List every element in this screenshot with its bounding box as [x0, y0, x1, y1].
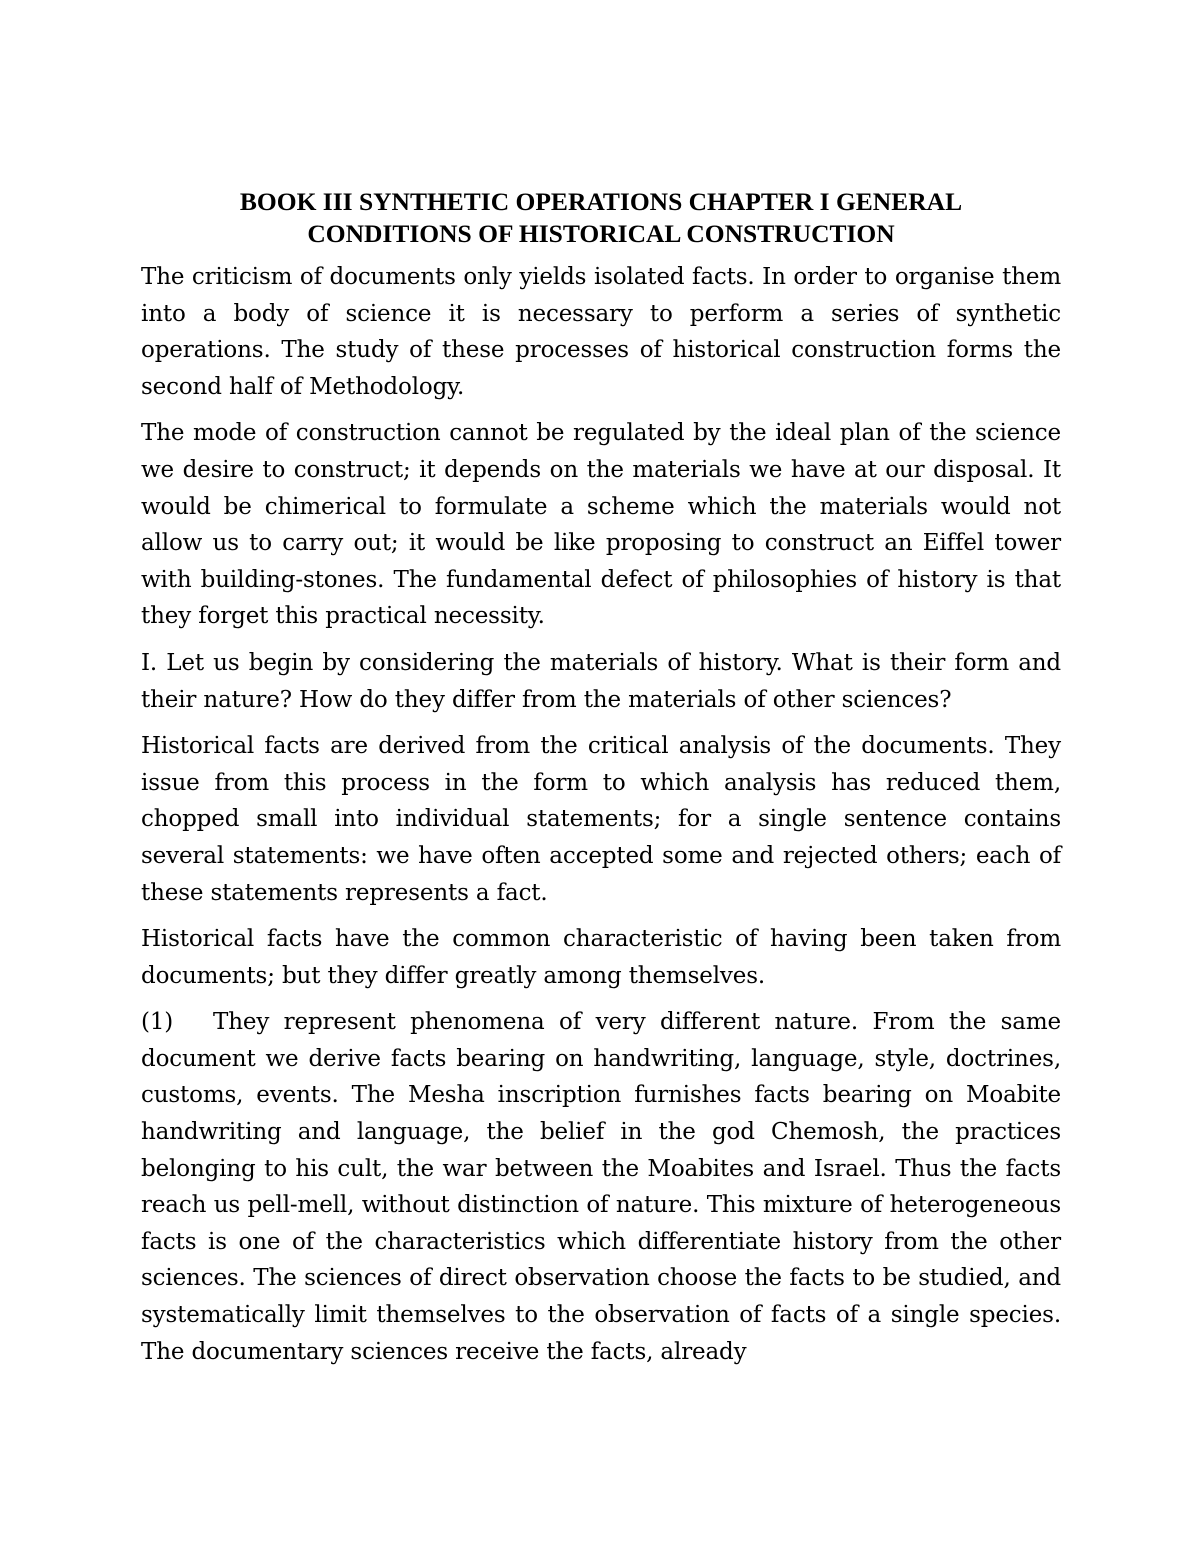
- paragraph-3: I. Let us begin by considering the materials of history. What is their form and their nature? How do they differ from the materials of other sciences?: [141, 649, 1061, 713]
- chapter-title: [141, 186, 1061, 250]
- paragraph-5: Historical facts have the common characteristic of having been taken from documents; but they differ greatly among themselves.: [141, 926, 1061, 989]
- numbered-paragraph-1: [141, 1004, 1061, 1370]
- chapter-title-line-1: BOOK III SYNTHETIC OPERATIONS CHAPTER I GENERAL: [239, 187, 963, 216]
- paragraph-4: Historical facts are derived from the critical analysis of the documents. They issue from this process in the form to which analysis has reduced them, chopped small into individual statements; for a single sentence contains several statements: we have often accepted some and rejected others; each of these statements represents a fact.: [141, 733, 1061, 906]
- item-number: (1): [141, 1009, 174, 1036]
- document-body: [141, 186, 1061, 1380]
- paragraph-1: The criticism of documents only yields isolated facts. In order to organise them into a body of science it is necessary to perform a series of synthetic operations. The study of these processes of historical construction forms the second half of Methodology.: [141, 264, 1061, 400]
- paragraph-2: The mode of construction cannot be regulated by the ideal plan of the science we desire to construct; it depends on the materials we have at our disposal. It would be chimerical to formulate a scheme which the materials would not allow us to carry out; it would be like proposing to construct an Eiffel tower with building-stones. The fundamental defect of philosophies of history is that they forget this practical necessity.: [141, 420, 1061, 630]
- numbered-paragraph-text: They represent phenomena of very different nature. From the same document we derive facts bearing on handwriting, language, style, doctrines, customs, events. The Mesha inscription furnishes facts bearing on Moabite handwriting and language, the belief in the god Chemosh, the practices belonging to his cult, the war between the Moabites and Israel. Thus the facts reach us pell-mell, without distinction of nature. This mixture of heterogeneous facts is one of the characteristics which differentiate history from the other sciences. The sciences of direct observation choose the facts to be studied, and systematically limit themselves to the observation of facts of a single species. The documentary sciences receive the facts, already: [141, 1009, 1061, 1365]
- chapter-title-line-2: CONDITIONS OF HISTORICAL CONSTRUCTION: [307, 219, 895, 248]
